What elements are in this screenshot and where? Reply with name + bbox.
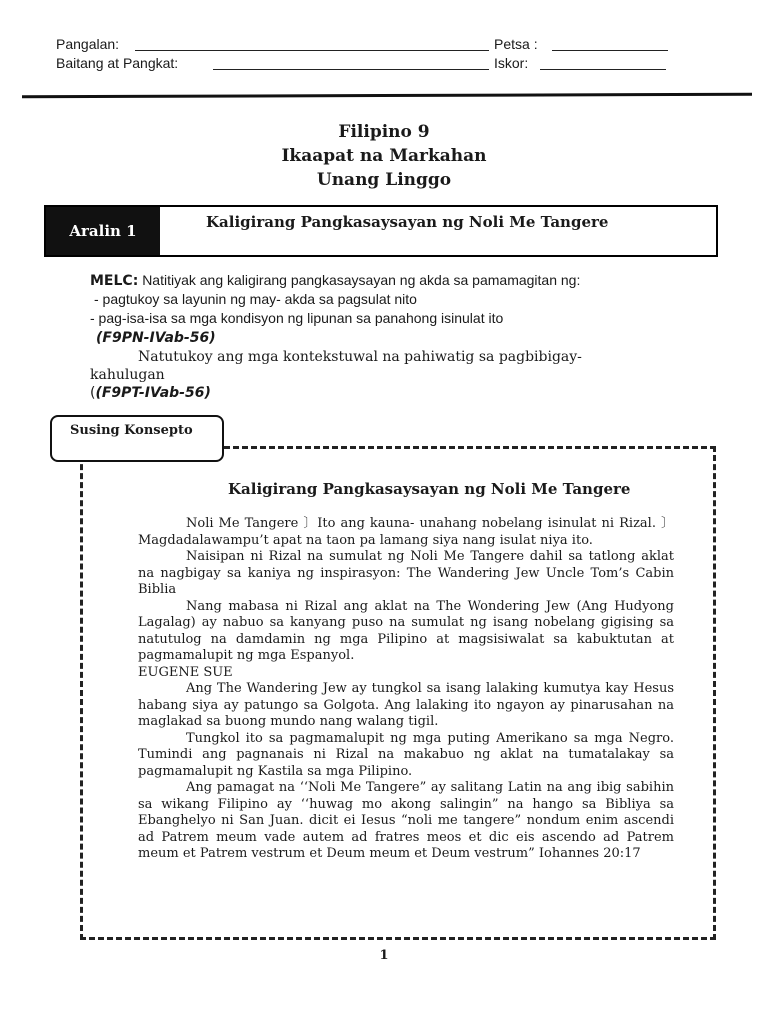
melc-label: MELC: [90,273,139,289]
section-field[interactable] [213,69,489,70]
name-field[interactable] [135,50,489,51]
page-number: 1 [379,948,389,963]
concept-title: Kaligirang Pangkasaysayan ng Noli Me Tangere [228,480,631,498]
subject-title: Filipino 9 [338,122,430,142]
lesson-title: Kaligirang Pangkasaysayan ng Noli Me Tangere [206,213,609,231]
concept-paragraph-6: Ang pamagat na ‘‘Noli Me Tangere” ay salitang Latin na ang ibig sabihin sa wikang Filipino ay ‘‘huwag mo akong salingin” na hango sa Bibliya sa Ebanghelyo ni San Juan. dicit ei Iesus “noli me tangere” nondum enim ascendi ad Patrem meum vade autem ad fratres meos et dic eis ascendo ad Patrem meum et Patrem vestrum et Deum meum et Deum vestrum” Iohannes 20:17 [138,780,674,861]
week-title: Unang Linggo [316,170,452,190]
quarter-title: Ikaapat na Markahan [281,146,487,166]
melc-code-2-paren: ( [90,385,96,401]
header-divider [22,93,752,99]
section-label: Baitang at Pangkat: [56,55,179,71]
melc-code-1: (F9PN-IVab-56) [96,330,216,346]
date-label: Petsa : [494,36,538,52]
melc-item-1: - pagtukoy sa layunin ng may- akda sa pagsulat nito [94,291,417,307]
concept-tab-label: Susing Konsepto [70,423,193,438]
concept-paragraph-5: Tungkol ito sa pagmamalupit ng mga puting Amerikano sa mga Negro. Tumindi ang pagnanais ni Rizal na makabuo ng aklat na tumatalakay sa pagmamalupit ng Kastila sa mga Pilipino. [138,730,674,779]
melc-intro: Natitiyak ang kaligirang pangkasaysayan ng akda sa pamamagitan ng: [142,272,581,288]
melc-item-2: - pag-isa-isa sa mga kondisyon ng lipunan sa panahong isinulat ito [90,310,504,326]
melc-code-2: (F9PT-IVab-56) [95,385,211,401]
melc-line-2a: Natutukoy ang mga kontekstuwal na pahiwatig sa pagbibigay- [138,349,582,365]
concept-paragraph-3: Nang mabasa ni Rizal ang aklat na The Wondering Jew (Ang Hudyong Lagalag) ay nabuo sa kanyang puso na sumulat ng isang nobelang gigising sa natutulog na damdamin ng mga Pilipino at magsisiwalat sa kabuktutan at pagmamalupit ng mga Espanyol. [138,598,674,663]
concept-tab [50,415,224,462]
lesson-header [44,205,718,257]
score-label: Iskor: [494,55,529,71]
concept-paragraph-4: Ang The Wandering Jew ay tungkol sa isang lalaking kumutya kay Hesus habang siya ay patungo sa Golgota. Ang lalaking ito ngayon ay pinarusahan na maglakad sa buong mundo nang walang tigil. [138,681,674,729]
concept-body [138,516,674,863]
melc-intro-line [90,271,670,291]
lesson-tab: Aralin 1 [46,207,160,255]
melc-line-2b: kahulugan [90,367,165,383]
concept-paragraph-2: Naisipan ni Rizal na sumulat ng Noli Me Tangere dahil sa tatlong aklat na nagbigay sa kaniya ng inspirasyon: The Wandering Jew Uncle Tom’s Cabin Biblia [138,549,674,597]
concept-paragraph-1: Noli Me Tangere 〕Ito ang kauna- unahang nobelang isinulat ni Rizal. 〕Magdadalawampu’t apat na taon pa lamang siya nang isulat niya ito. [138,516,674,548]
name-label: Pangalan: [56,36,120,52]
melc-code-2-line [90,384,670,403]
score-field[interactable] [540,69,666,70]
concept-author-note: EUGENE SUE [138,664,233,680]
date-field[interactable] [552,50,668,51]
